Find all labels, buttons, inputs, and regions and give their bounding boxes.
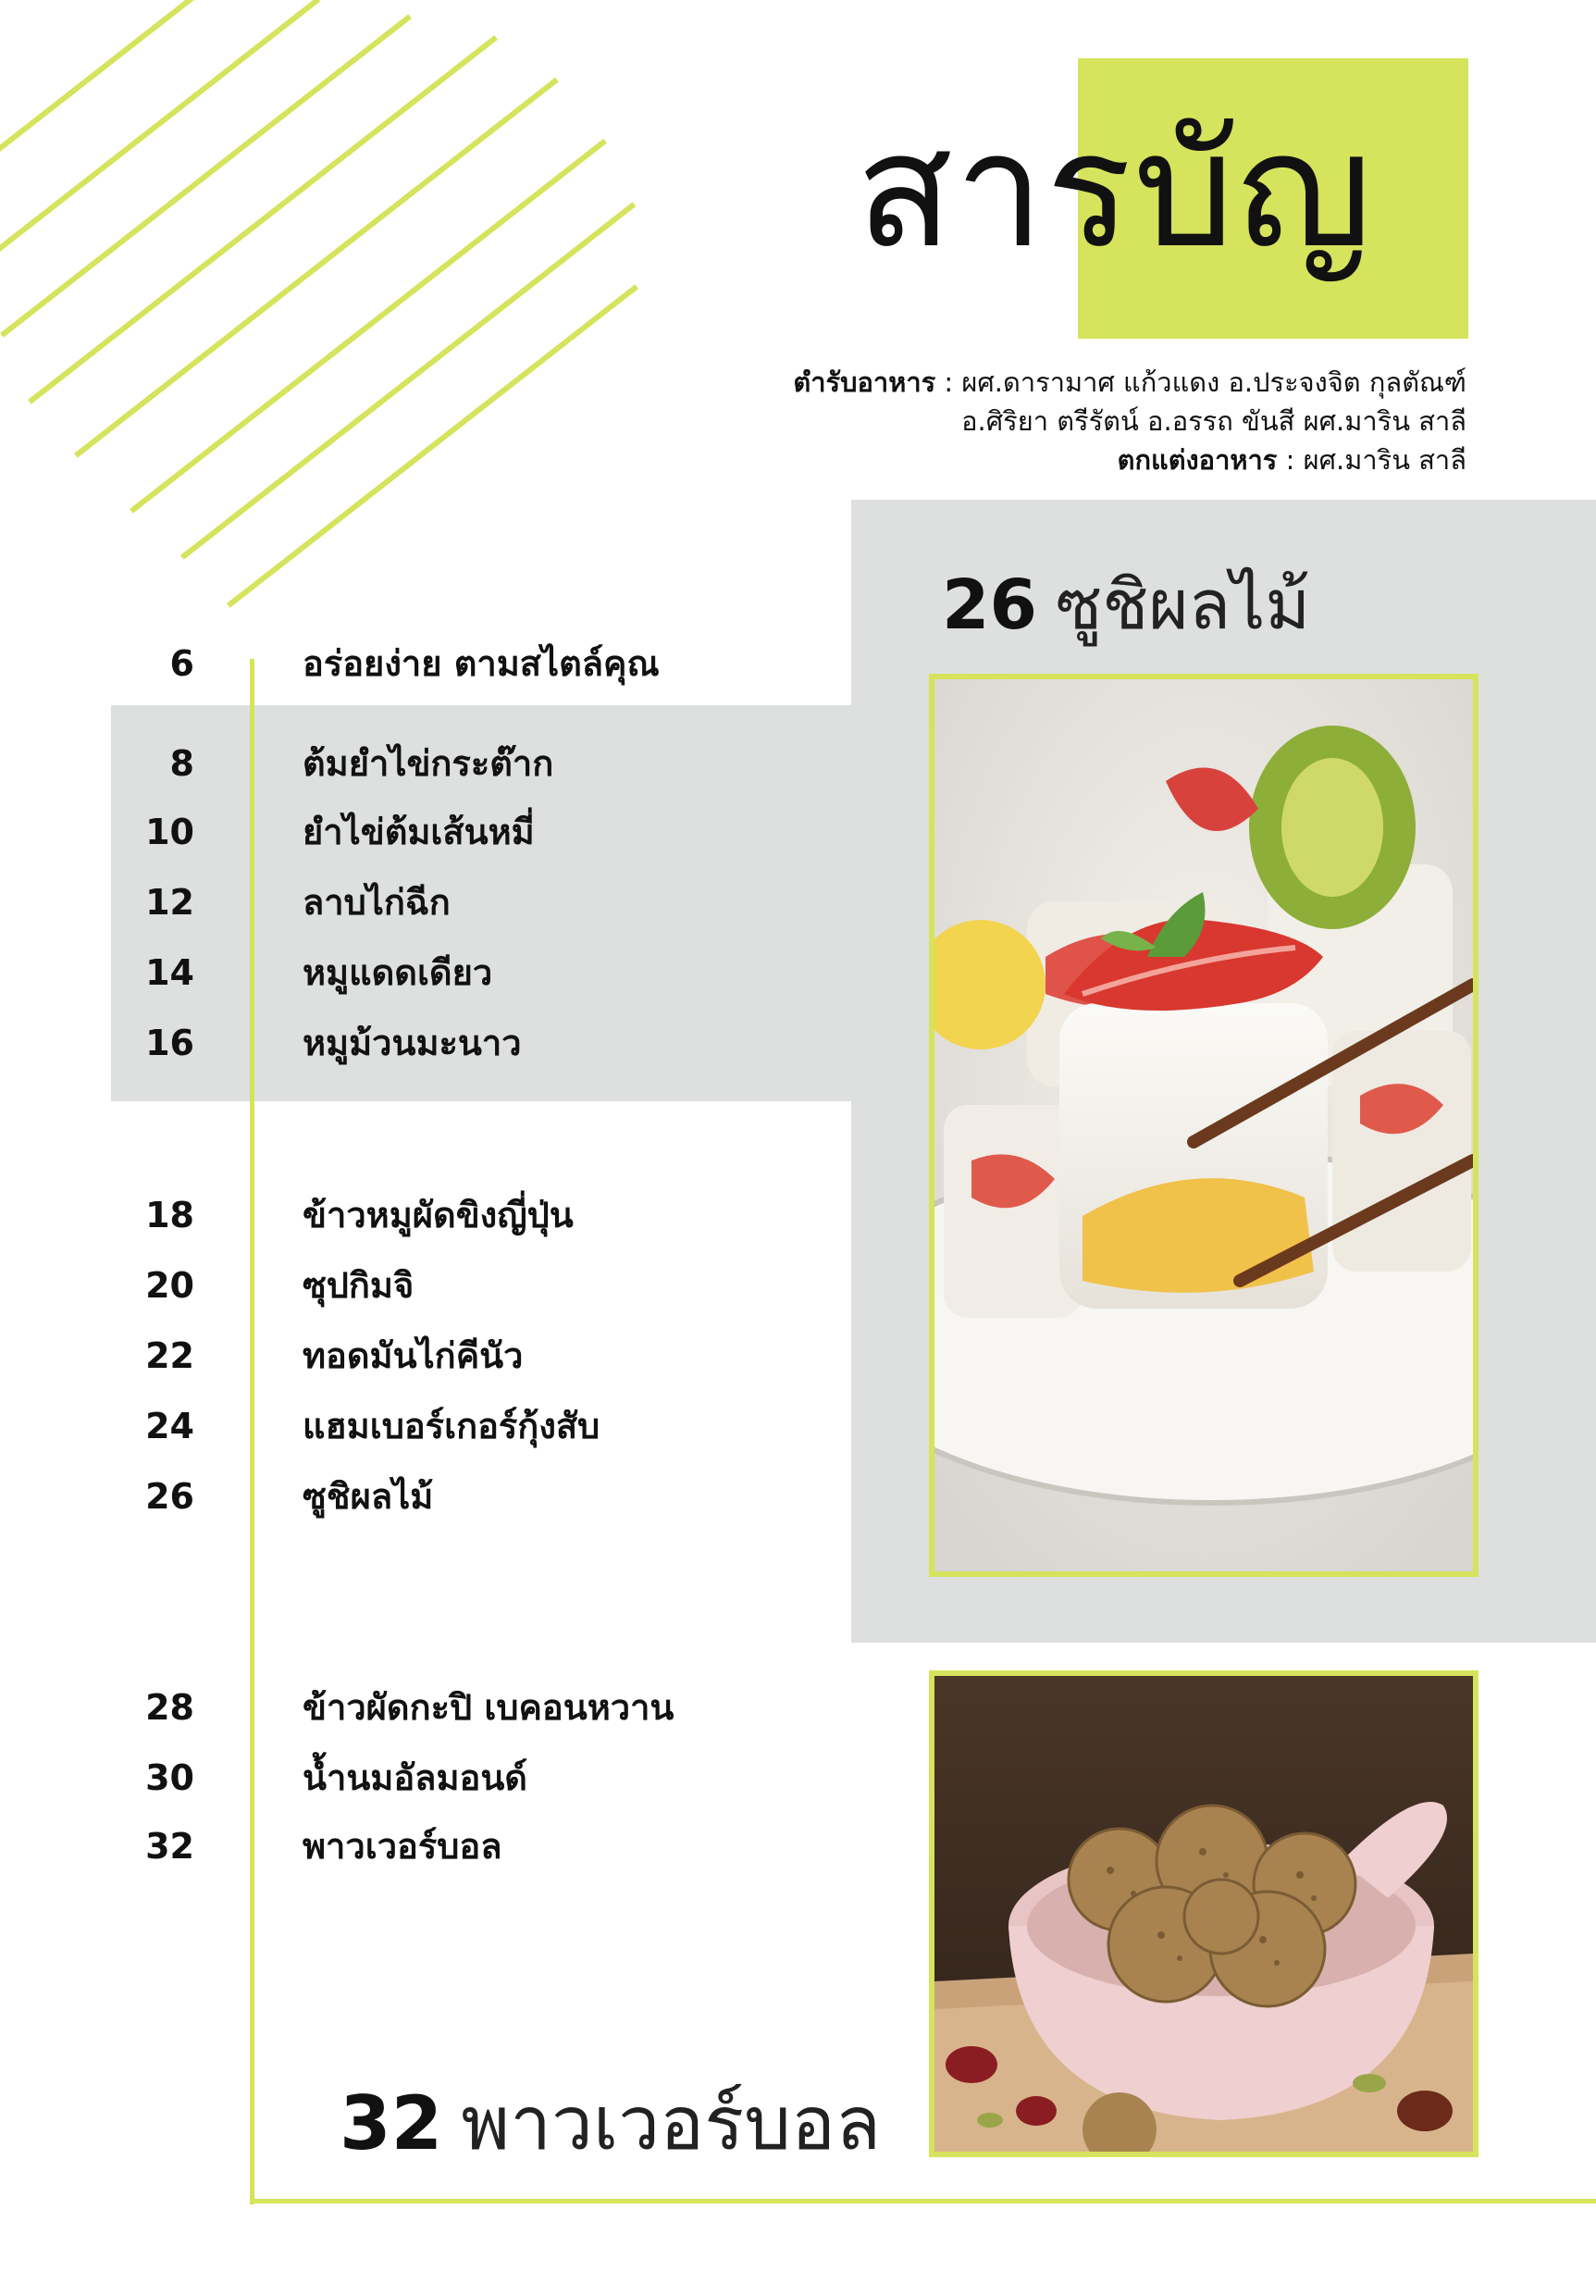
toc-item[interactable]: 22 ทอดมันไก่คีนัว [145, 1335, 524, 1376]
credit-line: ตำรับอาหาร : ผศ.ดารามาศ แก้วแดง อ.ประจงจิต กุลตัณฑ์ [793, 366, 1466, 398]
toc-item[interactable]: 30 น้ำนมอัลมอนด์ [145, 1757, 527, 1798]
toc-item[interactable]: 12 ลาบไก่ฉีก [145, 882, 451, 923]
feature-label-sushi: 26 ซูชิผลไม้ [942, 565, 1311, 645]
toc-item[interactable]: 6 อร่อยง่าย ตามสไตล์คุณ [169, 643, 660, 684]
toc-item[interactable]: 28 ข้าวผัดกะปิ เบคอนหวาน [145, 1687, 674, 1728]
accent-horizontal-line [250, 2199, 1596, 2203]
credit-line: ตกแต่งอาหาร : ผศ.มาริน สาลี [1117, 444, 1466, 476]
toc-item[interactable]: 26 ซูชิผลไม้ [145, 1476, 434, 1517]
toc-item[interactable]: 18 ข้าวหมูผัดขิงญี่ปุ่น [145, 1195, 574, 1235]
toc-item[interactable]: 20 ซุปกิมจิ [145, 1265, 414, 1306]
feature-label-power-ball: 32 พาวเวอร์บอล [340, 2080, 882, 2166]
toc-item[interactable]: 8 ต้มยำไข่กระต๊าก [169, 743, 554, 784]
power-ball-illustration [934, 1676, 1473, 2152]
credits [763, 363, 1466, 479]
toc-item[interactable]: 10 ยำไข่ต้มเส้นหมี่ [145, 812, 535, 852]
fruit-sushi-photo [929, 674, 1478, 1577]
toc-item[interactable]: 16 หมูม้วนมะนาว [145, 1023, 522, 1063]
toc-item[interactable]: 14 หมูแดดเดียว [145, 952, 493, 993]
page-title: สารบัญ [856, 97, 1374, 283]
power-ball-photo [929, 1670, 1478, 2157]
credit-line: อ.ศิริยา ตรีรัตน์ อ.อรรถ ขันสี ผศ.มาริน สาลี [961, 405, 1466, 437]
fruit-sushi-illustration [934, 679, 1473, 1571]
toc-item[interactable]: 32 พาวเวอร์บอล [145, 1826, 502, 1867]
toc-item[interactable]: 24 แฮมเบอร์เกอร์กุ้งสับ [145, 1406, 600, 1446]
